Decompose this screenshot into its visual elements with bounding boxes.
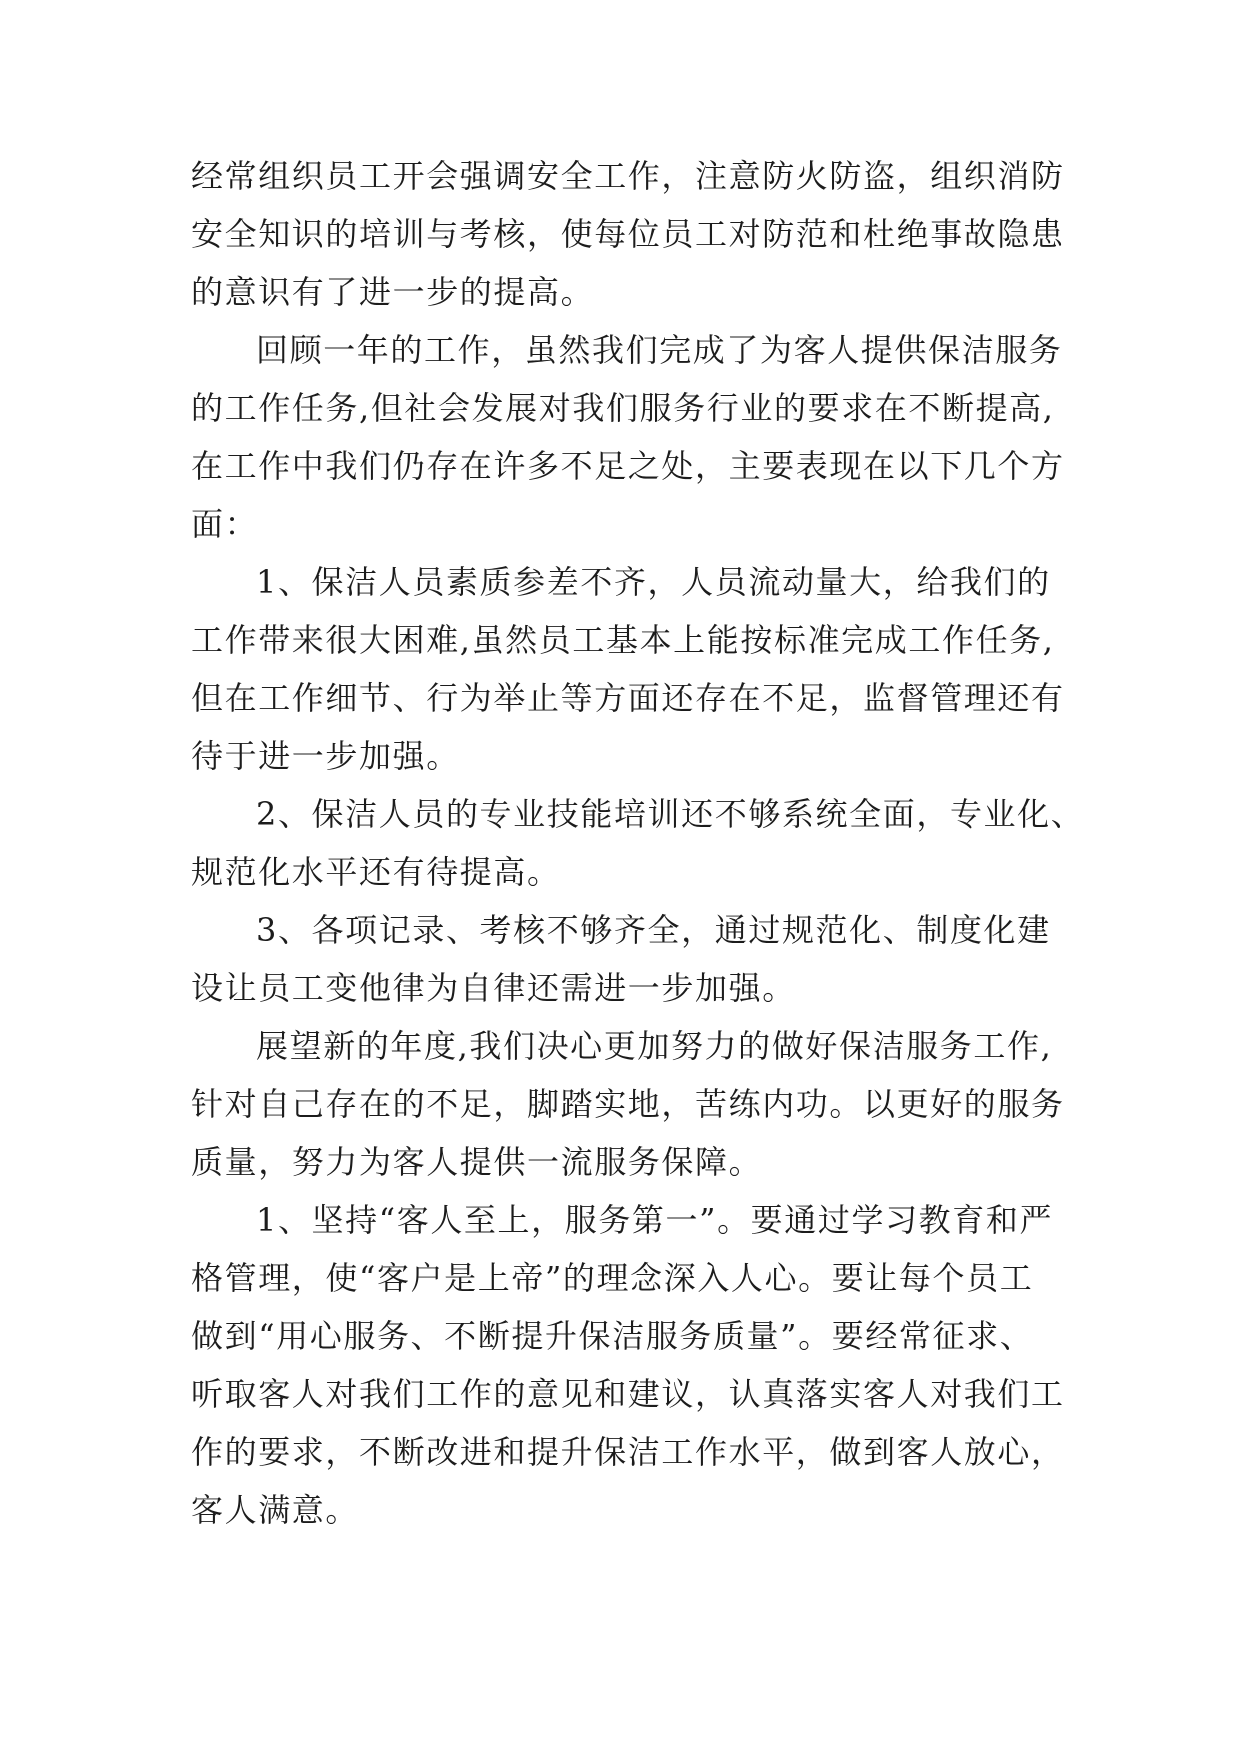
text-line: 的工作任务,但社会发展对我们服务行业的要求在不断提高, (191, 389, 1055, 427)
text-line: 在工作中我们仍存在许多不足之处，主要表现在以下几个方 (191, 447, 1065, 485)
text-line: 待于进一步加强。 (191, 737, 460, 775)
list-item-1-first-line: 1、保洁人员素质参差不齐，人员流动量大，给我们的 (256, 563, 1051, 601)
text-line: 听取客人对我们工作的意见和建议，认真落实客人对我们工 (191, 1375, 1065, 1413)
text-line: 但在工作细节、行为举止等方面还存在不足，监督管理还有 (191, 679, 1065, 717)
text-line: 格管理，使“客户是上帝”的理念深入人心。要让每个员工 (191, 1259, 1034, 1297)
text-line: 客人满意。 (191, 1491, 360, 1529)
list-item-1-first-line: 1、坚持“客人至上，服务第一”。要通过学习教育和严 (256, 1201, 1054, 1239)
text-line: 安全知识的培训与考核，使每位员工对防范和杜绝事故隐患 (191, 215, 1065, 253)
text-line: 针对自己存在的不足，脚踏实地，苦练内功。以更好的服务 (191, 1085, 1065, 1123)
text-line: 工作带来很大困难,虽然员工基本上能按标准完成工作任务, (191, 621, 1055, 659)
text-line: 的意识有了进一步的提高。 (191, 273, 595, 311)
text-line: 设让员工变他律为自律还需进一步加强。 (191, 969, 796, 1007)
text-line: 面： (191, 505, 259, 543)
text-line: 经常组织员工开会强调安全工作，注意防火防盗，组织消防 (191, 157, 1065, 195)
paragraph-first-line: 回顾一年的工作，虽然我们完成了为客人提供保洁服务 (256, 331, 1063, 369)
paragraph-first-line: 展望新的年度,我们决心更加努力的做好保洁服务工作, (256, 1027, 1053, 1065)
list-item-3-first-line: 3、各项记录、考核不够齐全，通过规范化、制度化建 (256, 911, 1051, 949)
text-line: 做到“用心服务、不断提升保洁服务质量”。要经常征求、 (191, 1317, 1034, 1355)
text-line: 作的要求，不断改进和提升保洁工作水平，做到客人放心， (191, 1433, 1065, 1471)
text-line: 质量，努力为客人提供一流服务保障。 (191, 1143, 763, 1181)
text-line: 规范化水平还有待提高。 (191, 853, 561, 891)
list-item-2-first-line: 2、保洁人员的专业技能培训还不够系统全面，专业化、 (256, 795, 1085, 833)
